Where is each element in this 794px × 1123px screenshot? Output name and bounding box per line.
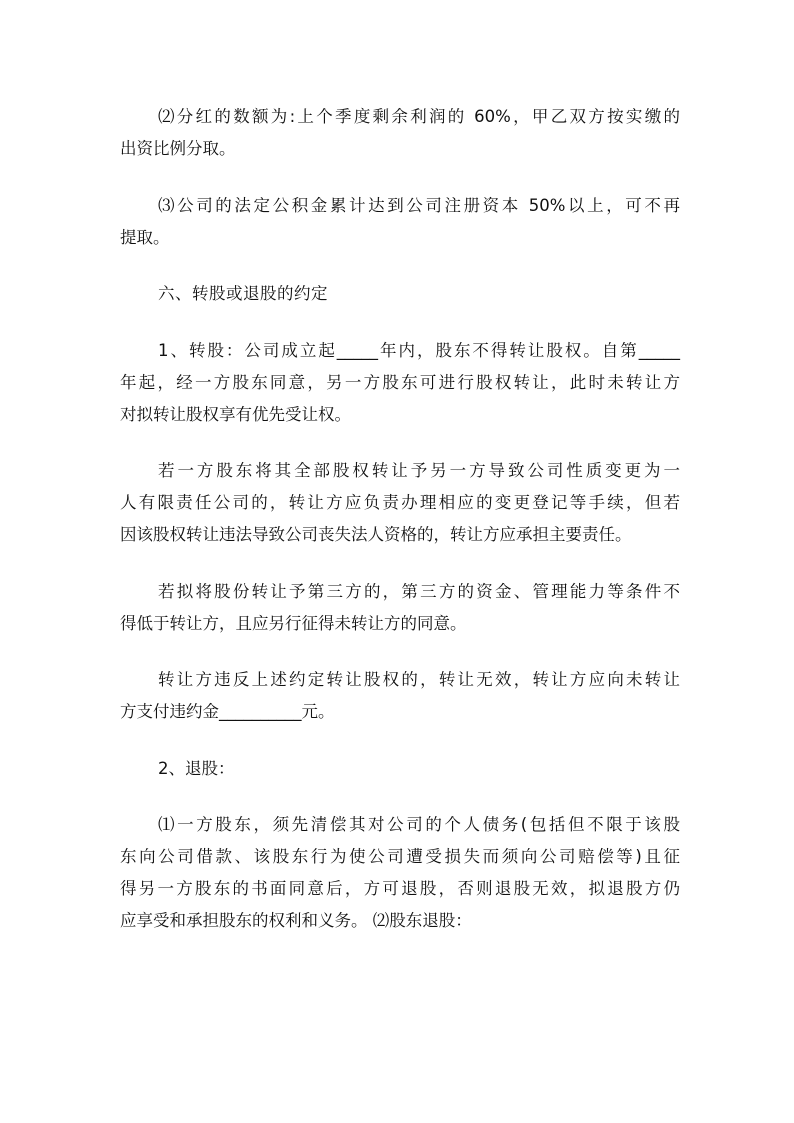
text-line: 得低于转让方，且应另行征得未转让方的同意。 (120, 613, 467, 633)
text-line: 人有限责任公司的，转让方应负责办理相应的变更登记等手续，但若 (120, 493, 680, 512)
text-line: 若一方股东将其全部股权转让予另一方导致公司性质变更为一 (158, 461, 680, 480)
text-line: 方支付违约金__________元。 (120, 702, 335, 721)
paragraph-share-transfer (120, 335, 680, 431)
section-title: 六、转股或退股的约定 (158, 284, 328, 303)
paragraph-breach-penalty (120, 664, 680, 728)
text-line: 转让方违反上述约定转让股权的，转让无效，转让方应向未转让 (158, 670, 680, 689)
paragraph-dividend-amount (120, 101, 680, 165)
text-line: 若拟将股份转让予第三方的，第三方的资金、管理能力等条件不 (158, 581, 680, 601)
section-heading (120, 278, 680, 310)
text-line: 对拟转让股权享有优先受让权。 (120, 404, 351, 424)
text-line: 东向公司借款、该股东行为使公司遭受损失而须向公司赔偿等)且征 (120, 847, 680, 866)
text-line: ⑵分红的数额为:上个季度剩余利润的 60%，甲乙双方按实缴的 (158, 107, 680, 126)
paragraph-withdrawal (120, 809, 680, 937)
document-body (120, 101, 680, 962)
text-line: 提取。 (120, 227, 170, 247)
paragraph-reserve-fund (120, 190, 680, 254)
text-line: 年起，经一方股东同意，另一方股东可进行股权转让，此时未转让方 (120, 372, 680, 392)
text-line: ⑶公司的法定公积金累计达到公司注册资本 50%以上，可不再 (158, 195, 680, 215)
text-line: 因该股权转让违法导致公司丧失法人资格的，转让方应承担主要责任。 (120, 525, 632, 544)
subsection-heading (120, 753, 680, 785)
subsection-title: 2、退股： (158, 758, 235, 778)
text-line: 出资比例分取。 (120, 139, 236, 158)
text-line: 应享受和承担股东的权利和义务。 ⑵股东退股： (120, 911, 472, 930)
text-line: ⑴一方股东，须先清偿其对公司的个人债务(包括但不限于该股 (158, 815, 680, 834)
paragraph-full-transfer (120, 455, 680, 551)
text-line: 得另一方股东的书面同意后，方可退股，否则退股无效，拟退股方仍 (120, 879, 680, 898)
text-line: 1、转股：公司成立起_____年内，股东不得转让股权。自第_____ (158, 340, 680, 360)
paragraph-third-party-transfer (120, 576, 680, 640)
